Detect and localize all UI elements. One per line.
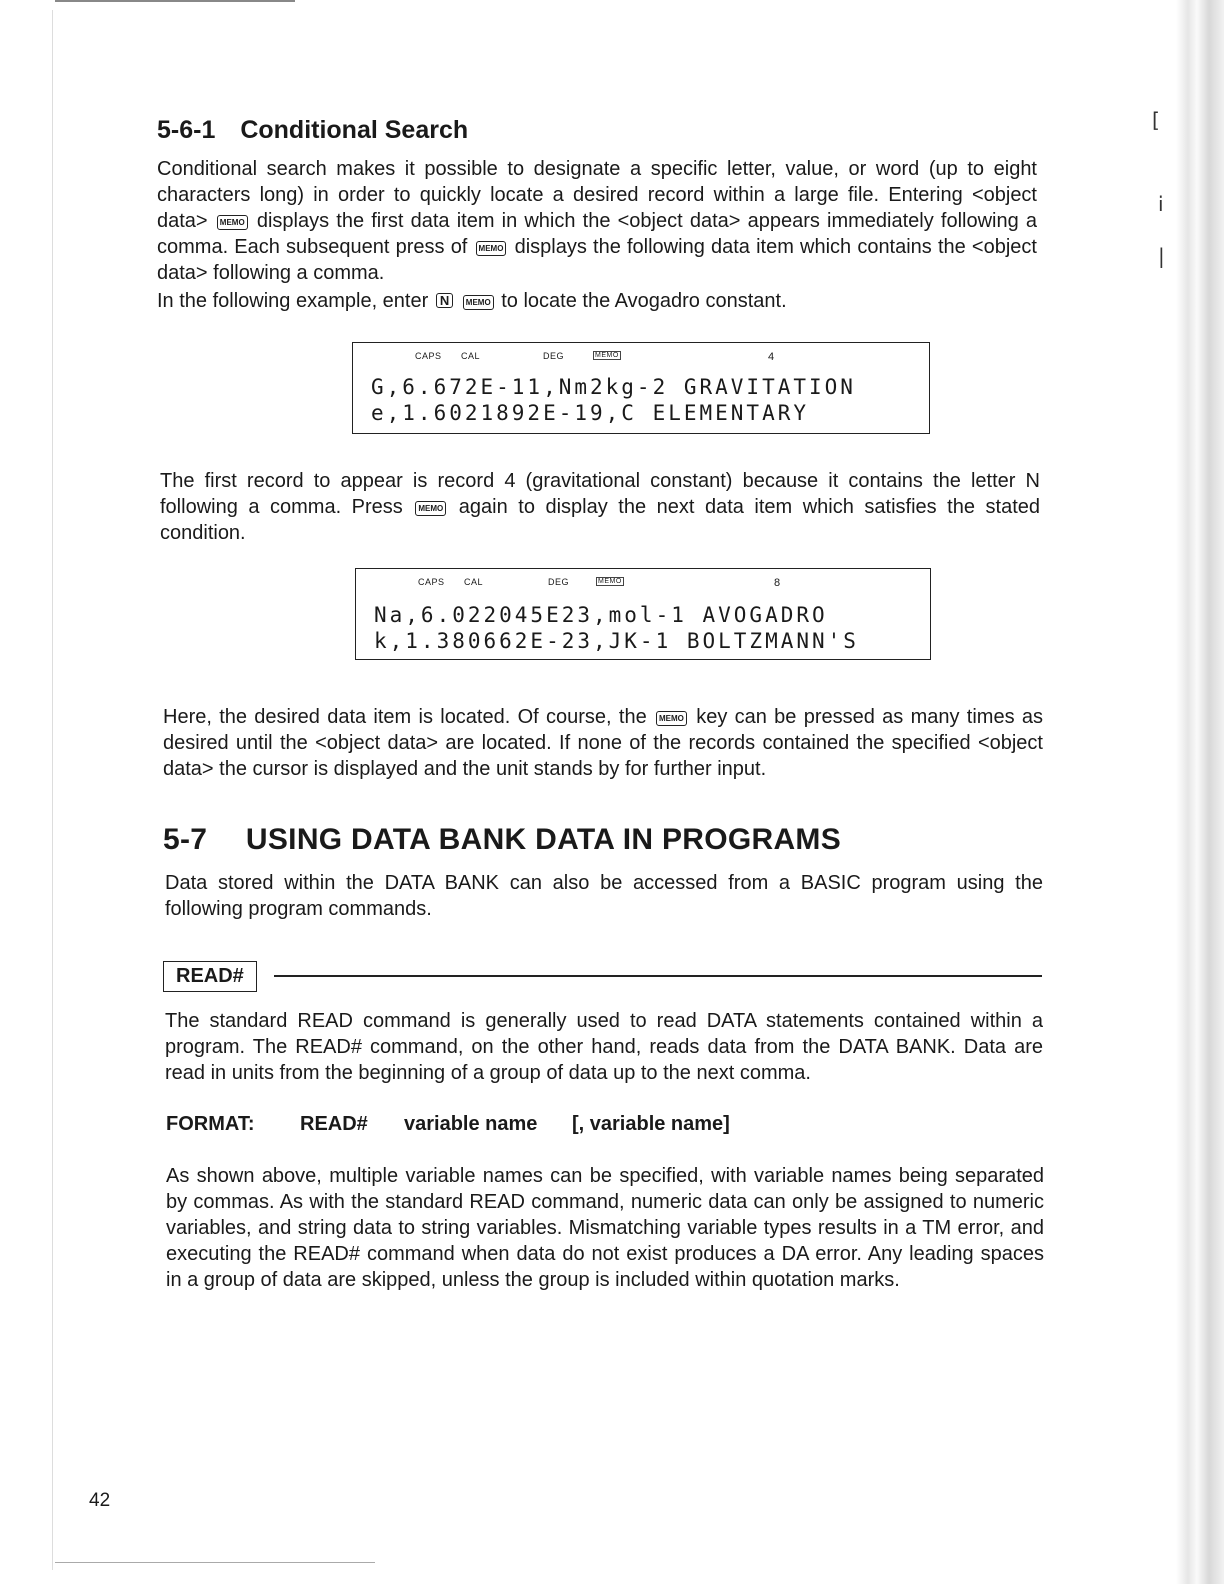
- section-title: Conditional Search: [240, 116, 469, 144]
- section-number: 5-6-1: [157, 116, 216, 144]
- edge-tick-mark: i: [1158, 192, 1164, 216]
- edge-bracket-mark: [: [1152, 108, 1160, 132]
- lcd-display-2: [355, 568, 931, 660]
- section-57-heading: [163, 823, 841, 857]
- scanned-page-edge: [1074, 0, 1224, 1584]
- deg-indicator: DEG: [543, 351, 565, 361]
- memo-key-icon: MEMO: [415, 501, 446, 516]
- top-rule: [55, 0, 295, 2]
- bottom-rule: [55, 1562, 375, 1563]
- section-title: USING DATA BANK DATA IN PROGRAMS: [245, 823, 842, 856]
- memo-key-icon: MEMO: [476, 241, 507, 256]
- read-command-label: READ#: [163, 961, 257, 992]
- caps-indicator: CAPS: [415, 351, 442, 361]
- lcd-line-2: k,1.380662E-23,JK-1 BOLTZMANN'S: [374, 629, 859, 653]
- record-number-indicator: 4: [768, 351, 775, 363]
- memo-indicator: MEMO: [595, 352, 619, 359]
- format-label: FORMAT:: [166, 1113, 255, 1135]
- conditional-search-intro: Conditional search makes it possible to designate a specific letter, value, or word (up to eight characters long) in order to quickly locate a desired record within a large file. Entering <object data> MEMO displays the first data item in which the <object data> appears immediately following a comma. Each subsequent press of MEMO displays the following data item which contains the <object data> following a comma.: [157, 158, 1038, 284]
- section-561-heading: [157, 116, 468, 145]
- format-optional-argument: [, variable name]: [572, 1113, 730, 1135]
- format-argument: variable name: [404, 1113, 538, 1135]
- edge-tick-mark: |: [1158, 244, 1165, 268]
- section-number: 5-7: [163, 823, 208, 856]
- memo-indicator: MEMO: [598, 578, 622, 585]
- example-instruction: In the following example, enter N MEMO to locate the Avogadro constant.: [157, 290, 787, 312]
- page-number: 42: [89, 1490, 111, 1511]
- command-rule: [274, 975, 1042, 977]
- n-key-icon: N: [436, 293, 453, 308]
- caps-indicator: CAPS: [418, 577, 445, 587]
- left-margin-rule: [52, 10, 53, 1570]
- memo-key-icon: MEMO: [656, 711, 687, 726]
- lcd-line-1: Na,6.022045E23,mol-1 AVOGADRO: [374, 603, 828, 627]
- read-command-notes: As shown above, multiple variable names can be specified, with variable names being separated by commas. As with the standard READ command, numeric data can only be assigned to numeric variables, and string data to string variables. Mismatching variable types results in a TM error, and executing the READ# command when data do not exist produces a DA error. Any leading spaces in a group of data are skipped, unless the group is included within quotation marks.: [166, 1165, 1044, 1291]
- located-explanation: Here, the desired data item is located. Of course, the MEMO key can be pressed as many times as desired until the <object data> are located. If none of the records contained the specified <object data> the cursor is displayed and the unit stands by for further input.: [163, 706, 1044, 780]
- format-line: [166, 1113, 730, 1136]
- read-command-description: The standard READ command is generally used to read DATA statements contained within a program. The READ# command, on the other hand, reads data from the DATA BANK. Data are read in units from the beginning of a group of data up to the next comma.: [165, 1010, 1043, 1084]
- format-command: READ#: [300, 1113, 368, 1135]
- deg-indicator: DEG: [548, 577, 570, 587]
- first-record-explanation: The first record to appear is record 4 (gravitational constant) because it contains the letter N following a comma. Press MEMO again to display the next data item which satisfies the stated condition.: [160, 470, 1041, 544]
- record-number-indicator: 8: [774, 577, 781, 589]
- cal-indicator: CAL: [461, 351, 481, 361]
- lcd-display-1: [352, 342, 930, 434]
- lcd-line-2: e,1.6021892E-19,C ELEMENTARY: [371, 401, 810, 425]
- lcd-line-1: G,6.672E-11,Nm2kg-2 GRAVITATION: [371, 375, 856, 399]
- memo-key-icon: MEMO: [217, 215, 248, 230]
- cal-indicator: CAL: [464, 577, 484, 587]
- data-bank-intro: Data stored within the DATA BANK can also be accessed from a BASIC program using the following program commands.: [165, 872, 1043, 920]
- memo-key-icon: MEMO: [463, 295, 494, 310]
